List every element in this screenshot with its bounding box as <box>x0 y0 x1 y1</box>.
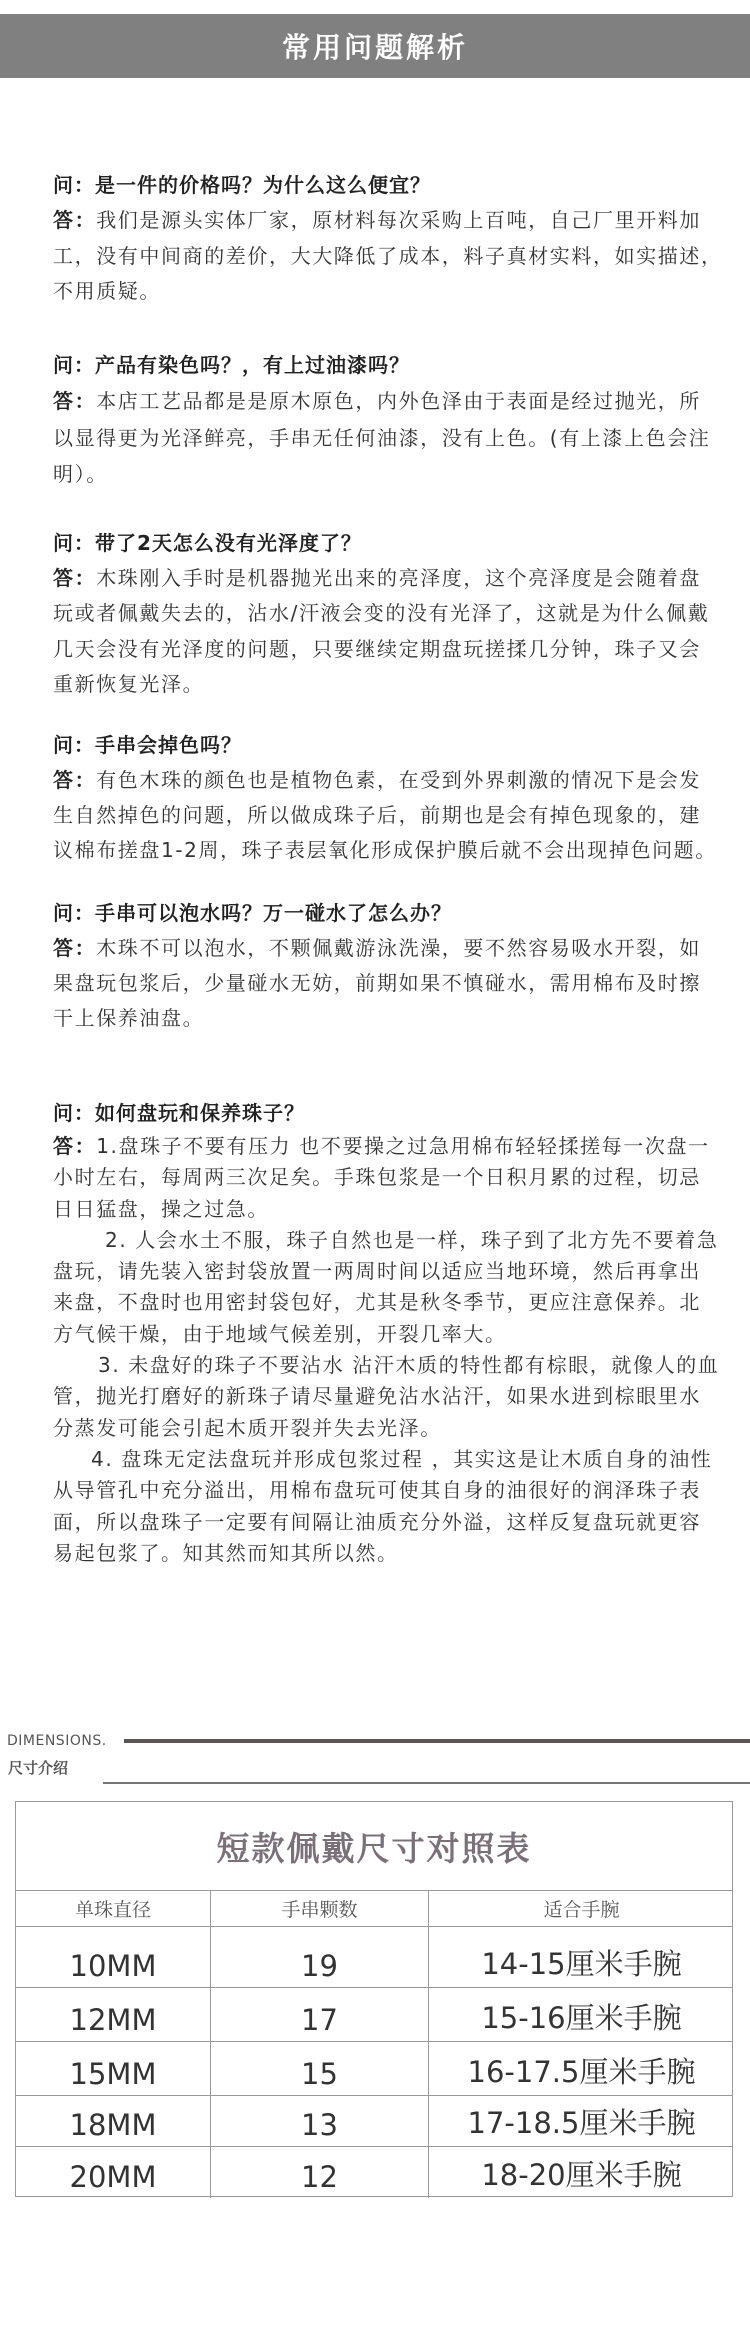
faq-question: 问：手串可以泡水吗？万一碰水了怎么办？ <box>53 901 452 925</box>
table-cell: 手串颗数 <box>211 1890 429 1926</box>
table-row <box>16 2042 732 2096</box>
answer-line <box>53 456 733 493</box>
divider-line <box>103 1782 750 1784</box>
faq-item <box>53 727 733 868</box>
table-cell: 18-20厘米手腕 <box>481 2158 682 2192</box>
faq-answer <box>53 203 733 310</box>
table-cell: 15MM <box>16 2042 211 2095</box>
answer-text: 方气候干燥，由于地域气候差别，开裂几率大。 <box>53 1321 507 1346</box>
answer-text: 管，抛光打磨好的新珠子请尽量避免沾水沾汗，如果水进到棕眼里水 <box>53 1384 701 1409</box>
answer-label: 答： <box>53 566 97 590</box>
table-cell: 15-16厘米手腕 <box>481 2001 682 2035</box>
table-row <box>16 1988 732 2042</box>
answer-text: 2. 人会水土不服，珠子自然也是一样，珠子到了北方先不要着急 <box>105 1227 719 1252</box>
size-table-title-row <box>16 1802 732 1891</box>
size-intro-label: 尺寸介绍 <box>8 1759 69 1777</box>
answer-text: 分蒸发可能会引起木质开裂并失去光泽。 <box>53 1415 442 1440</box>
faq-answer <box>53 763 733 868</box>
faq-item <box>53 1095 733 1569</box>
answer-line <box>53 1475 733 1506</box>
table-cell: 12MM <box>16 1988 211 2041</box>
answer-text: 生自然掉色的问题，所以做成珠子后，前期也是会有掉色现象的，建 <box>53 803 701 827</box>
answer-text: 干上保养油盘。 <box>53 1006 205 1030</box>
faq-question: 问：是一件的价格吗？为什么这么便宜？ <box>53 173 431 197</box>
answer-text: 小时左右，每周两三次足矣。手珠包浆是一个日积月累的过程，切忌 <box>53 1165 701 1190</box>
answer-line <box>53 1413 733 1444</box>
answer-label: 答： <box>53 936 97 960</box>
answer-text: 不用质疑。 <box>53 279 161 303</box>
faq-title: 常用问题解析 <box>281 31 468 64</box>
answer-line <box>53 1350 733 1381</box>
faq-item <box>53 525 733 702</box>
faq-header-banner <box>0 14 750 78</box>
faq-answer <box>53 1131 733 1569</box>
table-cell: 15 <box>211 2042 429 2095</box>
table-cell: 18MM <box>16 2096 211 2146</box>
answer-line <box>53 1256 733 1287</box>
faq-answer <box>53 561 733 702</box>
answer-line <box>53 931 733 966</box>
answer-label: 答： <box>53 768 97 792</box>
answer-line <box>53 1194 733 1225</box>
answer-text: 我们是源头实体厂家，原材料每次采购上百吨，自己厂里开料加 <box>96 208 702 232</box>
faq-answer <box>53 383 733 493</box>
answer-text: 明）。 <box>53 462 108 486</box>
table-row <box>16 2147 732 2198</box>
answer-line <box>53 1001 733 1036</box>
table-cell: 10MM <box>16 1927 211 1987</box>
answer-line <box>53 1225 733 1256</box>
answer-text: 重新恢复光泽。 <box>53 671 205 696</box>
answer-line <box>53 833 733 868</box>
answer-text: 日日猛盘，操之过急。 <box>53 1196 269 1221</box>
answer-text: 以显得更为光泽鲜亮，手串无任何油漆，没有上色。(有上漆上色会注 <box>53 425 711 450</box>
faq-item <box>53 347 733 493</box>
table-cell: 12 <box>211 2147 429 2198</box>
answer-text: 3. 未盘好的珠子不要沾水 沾汗木质的特性都有棕眼，就像人的血 <box>98 1353 720 1378</box>
answer-line <box>53 420 733 457</box>
divider-bar <box>124 1739 750 1743</box>
answer-line <box>53 667 733 702</box>
answer-text: 面，所以盘珠子一定要有间隔让油质充分外溢，这样反复盘玩就更容 <box>53 1509 701 1534</box>
faq-item <box>53 895 733 1036</box>
answer-line <box>53 966 733 1001</box>
answer-line <box>53 763 733 798</box>
answer-text: 工，没有中间商的差价，大大降低了成本，料子真材实料，如实描述， <box>53 243 723 268</box>
answer-text: 1.盘珠子不要有压力 也不要操之过急用棉布轻轻揉搓每一次盘一 <box>96 1134 710 1158</box>
answer-line <box>53 1319 733 1350</box>
answer-line <box>53 798 733 833</box>
answer-text: 来盘，不盘时也用密封袋包好，尤其是秋冬季节，更应注意保养。北 <box>53 1290 701 1315</box>
table-cell: 14-15厘米手腕 <box>481 1947 682 1981</box>
answer-line <box>53 203 733 239</box>
answer-text: 盘玩，请先装入密封袋放置一两周时间以适应当地环境，然后再拿出 <box>53 1259 701 1284</box>
answer-line <box>53 1538 733 1569</box>
table-cell: 19 <box>211 1927 429 1987</box>
dimensions-label: DIMENSIONS. <box>7 1733 107 1749</box>
faq-question: 问：产品有染色吗？，有上过油漆吗？ <box>53 353 410 377</box>
faq-question: 问：手串会掉色吗？ <box>53 733 242 757</box>
answer-label: 答： <box>53 1134 97 1158</box>
faq-question: 问：带了2天怎么没有光泽度了？ <box>53 531 362 555</box>
table-cell: 适合手腕 <box>543 1898 620 1921</box>
table-header-row <box>16 1890 732 1927</box>
answer-line <box>53 1507 733 1538</box>
faq-item <box>53 167 733 310</box>
answer-line <box>53 632 733 667</box>
table-row <box>16 1927 732 1988</box>
answer-line <box>53 383 733 420</box>
table-cell: 16-17.5厘米手腕 <box>467 2055 696 2089</box>
answer-text: 木珠不可以泡水，不颗佩戴游泳洗澡，要不然容易吸水开裂，如 <box>96 936 702 960</box>
answer-text: 易起包浆了。知其然而知其所以然。 <box>53 1540 399 1565</box>
faq-answer <box>53 931 733 1036</box>
table-cell: 17-18.5厘米手腕 <box>467 2106 696 2140</box>
answer-text: 本店工艺品都是是原木原色，内外色泽由于表面是经过抛光，所 <box>96 389 702 413</box>
table-row <box>16 2096 732 2147</box>
size-table-title: 短款佩戴尺寸对照表 <box>216 1828 532 1868</box>
answer-label: 答： <box>53 389 97 413</box>
answer-line <box>53 274 733 310</box>
table-cell: 20MM <box>16 2147 211 2198</box>
answer-text: 果盘玩包浆后，少量碰水无妨，前期如果不慎碰水，需用棉布及时擦 <box>53 971 701 995</box>
answer-line <box>53 1381 733 1412</box>
answer-line <box>53 561 733 596</box>
answer-line <box>53 1444 733 1475</box>
answer-line <box>53 1287 733 1318</box>
table-cell: 17 <box>211 1988 429 2041</box>
answer-text: 议棉布搓盘1-2周，珠子表层氧化形成保护膜后就不会出现掉色问题。 <box>53 838 717 862</box>
answer-line <box>53 1162 733 1193</box>
answer-text: 有色木珠的颜色也是植物色素，在受到外界刺激的情况下是会发 <box>96 768 702 792</box>
answer-label: 答： <box>53 208 97 232</box>
answer-text: 从导管孔中充分溢出，用棉布盘玩可使其自身的油很好的润泽珠子表 <box>53 1478 701 1503</box>
answer-text: 4. 盘珠无定法盘玩并形成包浆过程 ，其实这是让木质自身的油性 <box>91 1446 713 1471</box>
table-cell: 单珠直径 <box>16 1890 211 1926</box>
answer-text: 木珠刚入手时是机器抛光出来的亮泽度，这个亮泽度是会随着盘 <box>96 566 702 590</box>
answer-text: 玩或者佩戴失去的，沾水/汗液会变的没有光泽了，这就是为什么佩戴 <box>53 601 710 626</box>
answer-line <box>53 1131 733 1162</box>
size-table <box>15 1801 733 2197</box>
answer-line <box>53 596 733 631</box>
table-cell: 13 <box>211 2096 429 2146</box>
answer-text: 几天会没有光泽度的问题，只要继续定期盘玩搓揉几分钟，珠子又会 <box>53 636 701 661</box>
answer-line <box>53 239 733 275</box>
faq-question: 问：如何盘玩和保养珠子？ <box>53 1101 305 1125</box>
